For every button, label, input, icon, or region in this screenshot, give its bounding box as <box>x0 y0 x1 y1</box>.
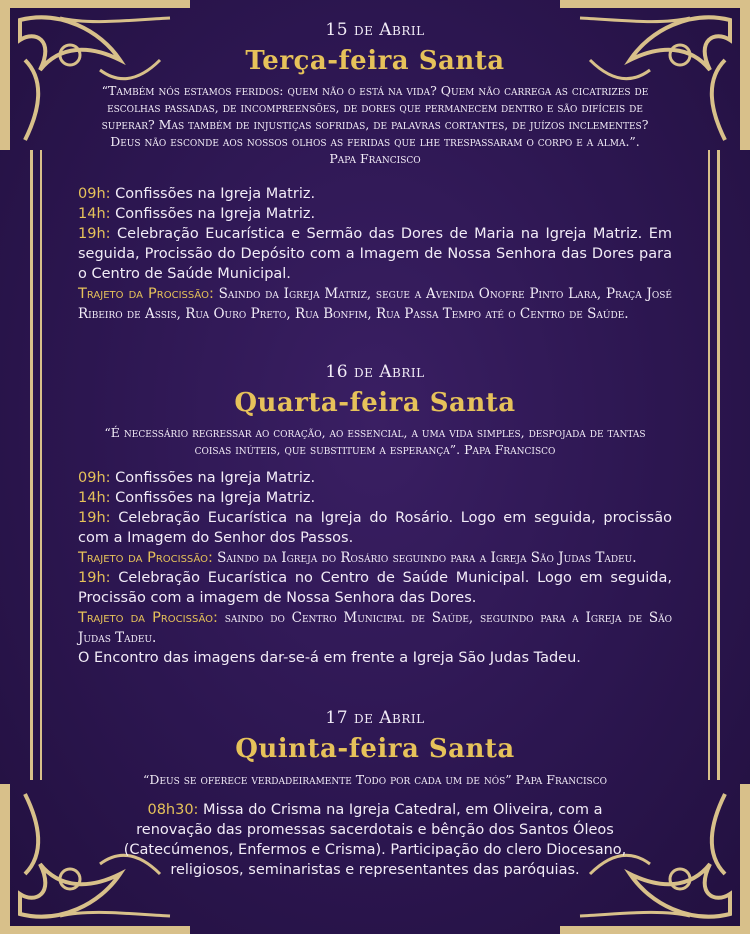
schedule-time: 19h: <box>78 226 111 242</box>
frame-right-inner <box>708 150 710 780</box>
route-text: saindo do Centro Municipal de Saúde, seguindo para a Igreja de São Judas Tadeu. <box>78 610 672 646</box>
schedule-text: Confissões na Igreja Matriz. <box>110 186 316 202</box>
route-text: Saindo da Igreja do Rosário seguindo para a Igreja São Judas Tadeu. <box>212 550 637 566</box>
section-quote: “Deus se oferece verdadeiramente Todo por cada um de nós” Papa Francisco <box>143 772 607 787</box>
schedule-text: Confissões na Igreja Matriz. <box>110 206 316 222</box>
schedule-time: 08h30: <box>147 802 199 818</box>
closing-note: O Encontro das imagens dar-se-á em frente a Igreja São Judas Tadeu. <box>78 650 581 666</box>
schedule-time: 09h: <box>78 470 111 486</box>
schedule-list <box>78 468 672 668</box>
schedule-text: Celebração Eucarística e Sermão das Dores de Maria na Igreja Matriz. Em seguida, Procissão do Depósito com a Imagem de Nossa Senhora das Dores para o Centro de Saúde Municipal. <box>78 226 672 282</box>
route-label: Trajeto da Procissão: <box>78 550 213 566</box>
schedule-item <box>78 488 672 508</box>
schedule-text: Confissões na Igreja Matriz. <box>110 490 316 506</box>
section-title: Quinta-feira Santa <box>235 734 515 764</box>
schedule-list <box>78 184 672 324</box>
procession-route <box>78 284 672 324</box>
section-date: 17 de Abril <box>325 708 425 728</box>
schedule-time: 19h: <box>78 570 111 586</box>
section-quote: “Também nós estamos feridos: quem não o está na vida? Quem não carrega as cicatrizes de escolhas passadas, de incompreensões, de dores que permanecem dentro e são difíceis de superar? Mas também de injustiças sofridas, de palavras cortantes, de juízos inclementes? Deus não esconde aos nossos olhos as feridas que lhe trespassaram o corpo e a alma.”. Papa Francisco <box>101 83 649 166</box>
procession-route <box>78 608 672 648</box>
schedule-item <box>78 568 672 608</box>
schedule-text: Missa do Crisma na Igreja Catedral, em Oliveira, com a renovação das promessas sacerdotais e bênção dos Santos Óleos (Catecúmenos, Enfermos e Crisma). Participação do clero Diocesano, religiosos, seminaristas e representantes das paróquias. <box>123 802 627 878</box>
section-quote: “É necessário regressar ao coração, ao essencial, a uma vida simples, despojada de tantas coisas inúteis, que substituem a esperança”. Papa Francisco <box>104 425 646 457</box>
section-title: Terça-feira Santa <box>245 46 505 76</box>
frame-left-inner <box>40 150 42 780</box>
schedule-time: 09h: <box>78 186 111 202</box>
schedule-item <box>78 508 672 548</box>
route-label: Trajeto da Procissão: <box>78 286 214 302</box>
schedule-item <box>78 224 672 284</box>
schedule-text: Confissões na Igreja Matriz. <box>110 470 316 486</box>
schedule-time: 19h: <box>78 510 111 526</box>
frame-right-outer <box>717 150 720 780</box>
schedule-time: 14h: <box>78 206 111 222</box>
schedule-item <box>78 204 672 224</box>
schedule-item <box>78 184 672 204</box>
schedule-text: Celebração Eucarística na Igreja do Rosário. Logo em seguida, procissão com a Imagem do Senhor dos Passos. <box>78 510 672 546</box>
schedule-list <box>115 800 635 880</box>
route-text: Saindo da Igreja Matriz, segue a Avenida Onofre Pinto Lara, Praça José Ribeiro de Assis, Rua Ouro Preto, Rua Bonfim, Rua Passa Tempo até o Centro de Saúde. <box>78 286 672 322</box>
schedule-time: 14h: <box>78 490 111 506</box>
section-date: 15 de Abril <box>325 20 425 40</box>
procession-route <box>78 548 672 568</box>
frame-left-outer <box>30 150 33 780</box>
schedule-text: Celebração Eucarística no Centro de Saúde Municipal. Logo em seguida, Procissão com a imagem de Nossa Senhora das Dores. <box>78 570 672 606</box>
route-label: Trajeto da Procissão: <box>78 610 218 626</box>
section-title: Quarta-feira Santa <box>234 388 516 418</box>
schedule-item <box>78 468 672 488</box>
section-date: 16 de Abril <box>325 362 425 382</box>
schedule-item <box>115 800 635 880</box>
